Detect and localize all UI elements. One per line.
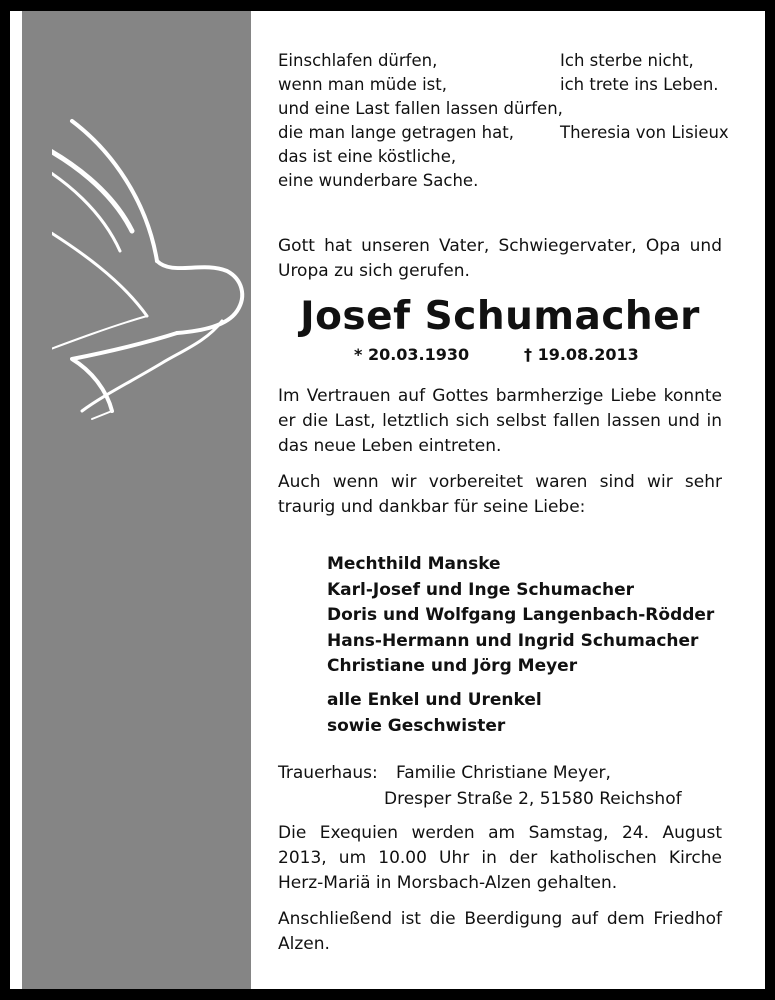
mourner: Doris und Wolfgang Langenbach-Rödder <box>327 605 715 625</box>
gray-side-band <box>22 11 251 989</box>
mourner: Karl-Josef und Inge Schumacher <box>327 579 635 600</box>
intro-text: Gott hat unseren Vater, Schwiegervater, Opa und Uropa zu sich gerufen. <box>278 236 722 281</box>
poem <box>278 49 563 193</box>
quote-line: Ich sterbe nicht, <box>560 51 694 70</box>
gratitude-paragraph: Auch wenn wir vorbereitet waren sind wir sehr traurig und dankbar für seine Liebe: <box>278 472 722 517</box>
quote <box>560 49 729 145</box>
quote-author: Theresia von Lisieux <box>560 123 729 142</box>
quote-line: ich trete ins Leben. <box>560 75 719 94</box>
poem-line: und eine Last fallen lassen dürfen, <box>278 99 563 118</box>
poem-line: wenn man müde ist, <box>278 75 447 94</box>
poem-line: die man lange getragen hat, <box>278 123 514 142</box>
poem-line: Einschlafen dürfen, <box>278 51 438 70</box>
service-paragraph: Die Exequien werden am Samstag, 24. August 2013, um 10.00 Uhr in der katholischen Kirche Herz-Mariä in Morsbach-Alzen gehalten. <box>278 823 722 893</box>
mourner: Hans-Hermann und Ingrid Schumacher <box>327 630 699 651</box>
poem-line: eine wunderbare Sache. <box>278 171 479 190</box>
trust-paragraph: Im Vertrauen auf Gottes barmherzige Liebe konnte er die Last, letztlich sich selbst fallen lassen und in das neue Leben eintreten. <box>278 386 722 456</box>
family-extra <box>327 688 542 739</box>
obituary-page <box>10 11 765 989</box>
house-line2: Dresper Straße 2, 51580 Reichshof <box>384 789 682 809</box>
house-label: Trauerhaus: <box>278 763 378 783</box>
burial-paragraph: Anschließend ist die Beerdigung auf dem Friedhof Alzen. <box>278 909 722 954</box>
death-date: † 19.08.2013 <box>524 345 639 364</box>
dove-icon <box>52 101 252 441</box>
mourner: Mechthild Manske <box>327 554 501 574</box>
deceased-name: Josef Schumacher <box>300 294 700 339</box>
birth-date: * 20.03.1930 <box>354 345 470 364</box>
mourners-list <box>327 552 714 680</box>
house-line1: Familie Christiane Meyer, <box>396 763 611 783</box>
poem-line: das ist eine köstliche, <box>278 147 457 166</box>
family-line: alle Enkel und Urenkel <box>327 690 542 710</box>
family-line: sowie Geschwister <box>327 715 506 736</box>
mourner: Christiane und Jörg Meyer <box>327 656 578 676</box>
